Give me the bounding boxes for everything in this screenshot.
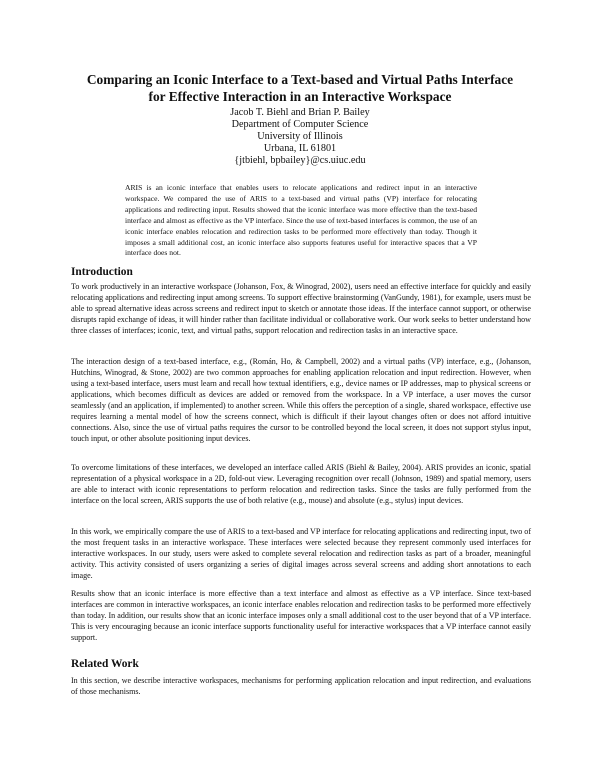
- intro-paragraph-1: To work productively in an interactive workspace (Johanson, Fox, & Winograd, 2002), users need an effective interface for quickly and easily relocating applications and redirecting input among screens. To support effective brainstorming (VanGundy, 1981), for example, users must be able to spread alternative ideas across screens and redirect input to sketch or annotate those ideas. If the interface cannot support, or otherwise disrupts rapid exchange of ideas, it will hinder rather than facilitate individual or collaborative work. Our work seeks to better understand how three classes of interfaces; iconic, text, and virtual paths, support relocation and redirection tasks in an interactive space.: [71, 282, 531, 335]
- title-line-1: Comparing an Iconic Interface to a Text-based and Virtual Paths Interface: [86, 72, 514, 87]
- intro-paragraph-5: Results show that an iconic interface is more effective than a text interface and almost as effective as a VP interface. Since text-based interfaces are common in interactive workspaces, an iconic interface enables relocation and redirection tasks to be performed more effectively than today. In addition, our results show that an iconic interface imposes only a small additional cost to the user beyond that of a VP interface. This is very encouraging because an iconic interface supports functionality useful for interactive workspaces that a VP interface cannot easily support.: [71, 589, 531, 642]
- author-email: {jtbiehl, bpbailey}@cs.uiuc.edu: [234, 154, 366, 166]
- intro-paragraph-2: The interaction design of a text-based interface, e.g., (Román, Ho, & Campbell, 2002) and a virtual paths (VP) interface, e.g., (Johanson, Hutchins, Winograd, & Stone, 2002) are two common approaches for enabling application relocation and input redirection. However, when using a text-based interface, users must learn and recall how textual identifiers, e.g., device names or IP addresses, map to physical screens or applications, which becomes difficult as devices are added or removed from the workspace. In a VP interface, a user moves the cursor seamlessly (and an application, if implemented) to another screen. While this offers the perception of a single, shared workspace, effective use requires learning a mental model of how the screens connect, which is difficult if their layout changes often or does not afford intuitive connections. Also, since the use of virtual paths requires the cursor to be controlled beyond the local screen, it does not support stylus input, touch input, or other absolute positioning input devices.: [71, 357, 531, 443]
- paper-title: [60, 71, 540, 105]
- abstract: ARIS is an iconic interface that enables users to relocate applications and redirect input in an interactive workspace. We compared the use of ARIS to a text-based and virtual paths (VP) interface for relocating applications and redirecting input. Results showed that the iconic interface was more effective than the text-based interface and almost as effective as the VP interface. Since the use of text-based interfaces is common, the use of an iconic interface enables relocation and redirection tasks to be performed more effectively than today. Though it imposes a small additional cost, an iconic interface also supports features useful for interactive spaces that a VP interface does not.: [125, 183, 477, 258]
- section-heading-related-work: Related Work: [71, 658, 139, 670]
- author-department: Department of Computer Science: [231, 118, 369, 130]
- title-line-2: for Effective Interaction in an Interactive Workspace: [148, 89, 452, 104]
- section-heading-introduction: Introduction: [71, 266, 133, 278]
- author-university: University of Illinois: [257, 130, 343, 142]
- author-names: Jacob T. Biehl and Brian P. Bailey: [230, 107, 370, 118]
- intro-paragraph-3: To overcome limitations of these interfaces, we developed an interface called ARIS (Biehl & Bailey, 2004). ARIS provides an iconic, spatial representation of a physical workspace in a 2D, fold-out view. Leveraging recognition over recall (Johnson, 1989) and spatial memory, users are able to interact with iconic representations to perform relocation and redirection tasks. Since the tasks are fully performed from the interface on the local screen, ARIS supports the use of both relative (e.g., mouse) and absolute (e.g., stylus) input devices.: [71, 463, 531, 505]
- related-work-paragraph-1: In this section, we describe interactive workspaces, mechanisms for performing application relocation and input redirection, and evaluations of those mechanisms.: [71, 676, 531, 696]
- intro-paragraph-4: In this work, we empirically compare the use of ARIS to a text-based and VP interface for relocating applications and redirecting input, two of the most frequent tasks in an interactive workspace. These interfaces were selected because they represent commonly used interfaces for interactive workspaces. In our study, users were asked to complete several relocation and redirection tasks as part of a broader, meaningful activity. This activity consisted of users organizing a series of digital images across several screens and adding short annotations to each image.: [71, 527, 531, 580]
- author-city: Urbana, IL 61801: [263, 142, 337, 154]
- author-block: [150, 107, 450, 167]
